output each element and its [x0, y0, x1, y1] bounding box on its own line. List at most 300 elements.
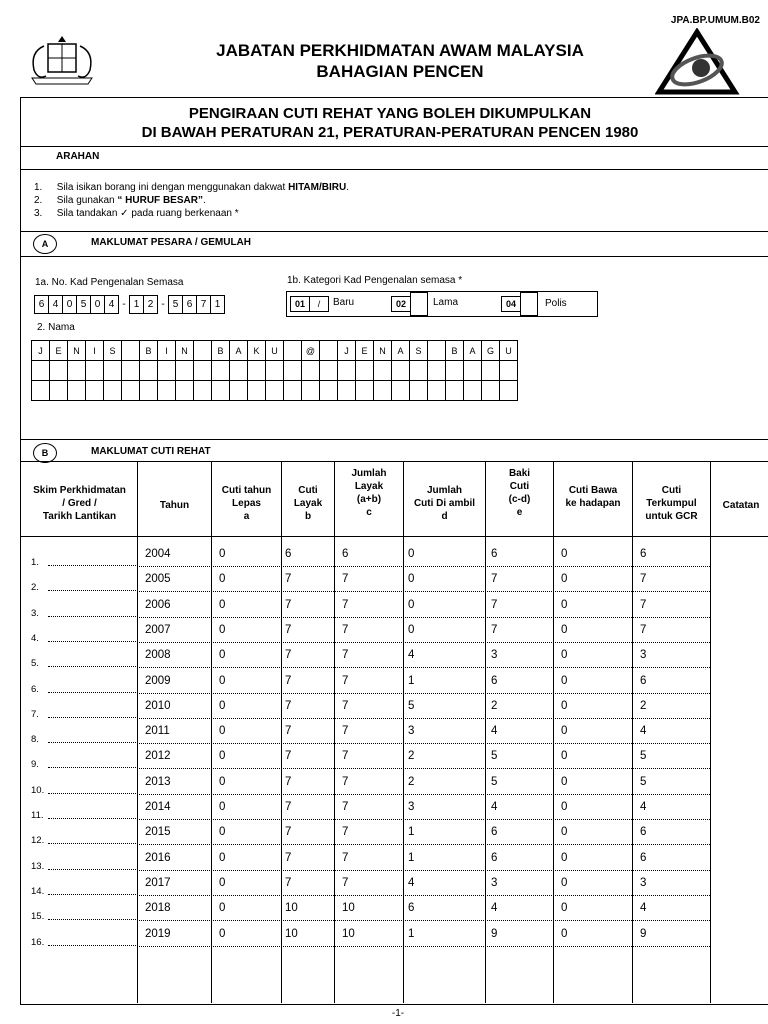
name-letter-cell[interactable] — [86, 361, 104, 381]
column-divider — [281, 461, 282, 1003]
row-separator — [137, 844, 710, 845]
cell-jumlah-layak[interactable]: 7 — [342, 826, 349, 839]
cell-jumlah-cuti-diambil[interactable]: 6 — [408, 902, 415, 915]
name-letter-cell[interactable] — [212, 381, 230, 401]
row-separator — [137, 566, 710, 567]
ic-digit-cell[interactable]: - — [161, 299, 165, 310]
divider — [20, 146, 768, 147]
name-letter-cell[interactable]: A — [392, 341, 410, 361]
row-separator — [137, 718, 710, 719]
cell-cuti-terkumpul[interactable]: 4 — [640, 902, 647, 915]
name-letter-cell[interactable] — [122, 341, 140, 361]
name-letter-cell[interactable]: S — [104, 341, 122, 361]
skim-entry-line[interactable] — [48, 843, 136, 844]
name-letter-cell[interactable] — [302, 381, 320, 401]
cell-jumlah-layak[interactable]: 7 — [342, 649, 349, 662]
name-letter-cell[interactable] — [158, 361, 176, 381]
cell-jumlah-layak[interactable]: 7 — [342, 775, 349, 788]
row-number: 1. — [31, 557, 39, 568]
name-letter-cell[interactable] — [464, 381, 482, 401]
cell-jumlah-layak[interactable]: 7 — [342, 699, 349, 712]
divider — [20, 461, 768, 462]
name-letter-cell[interactable] — [284, 381, 302, 401]
col-header-skim: Skim Perkhidmatan / Gred / Tarikh Lantikan — [33, 485, 126, 522]
ic-digit-cell[interactable]: 1 — [210, 295, 225, 314]
cell-jumlah-layak[interactable]: 7 — [342, 623, 349, 636]
name-label: 2. Nama — [37, 322, 75, 333]
name-letter-cell[interactable] — [464, 361, 482, 381]
name-letter-cell[interactable]: E — [356, 341, 374, 361]
cell-cuti-terkumpul[interactable]: 5 — [640, 750, 647, 763]
page-number: -1- — [391, 1008, 405, 1019]
section-b-marker: B — [33, 443, 57, 463]
name-letter-cell[interactable] — [392, 381, 410, 401]
cell-tahun[interactable]: 2005 — [145, 573, 171, 586]
cell-cuti-tahun-lepas[interactable]: 0 — [219, 876, 226, 889]
cell-cuti-tahun-lepas[interactable]: 0 — [219, 674, 226, 687]
cell-baki-cuti[interactable]: 3 — [491, 649, 498, 662]
cell-tahun[interactable]: 2011 — [145, 725, 170, 738]
ic-digit-cell[interactable]: 4 — [104, 295, 119, 314]
row-separator — [137, 895, 710, 896]
skim-entry-line[interactable] — [48, 894, 136, 895]
name-letter-cell[interactable]: N — [176, 341, 194, 361]
cell-cuti-layak[interactable]: 7 — [285, 826, 292, 839]
table-header-bottom — [20, 536, 768, 537]
cell-jumlah-cuti-diambil[interactable]: 0 — [408, 598, 415, 611]
cell-jumlah-cuti-diambil[interactable]: 1 — [408, 851, 415, 864]
row-separator — [137, 946, 710, 947]
cell-cuti-bawa[interactable]: 0 — [561, 801, 568, 813]
name-letter-cell[interactable] — [410, 361, 428, 381]
cell-jumlah-layak[interactable]: 7 — [342, 851, 349, 864]
cell-cuti-bawa[interactable]: 0 — [561, 649, 568, 662]
row-separator — [137, 693, 710, 694]
cell-cuti-terkumpul[interactable]: 6 — [640, 548, 647, 560]
ic-digit-cell[interactable]: 6 — [34, 295, 49, 314]
cell-cuti-terkumpul[interactable]: 9 — [640, 927, 647, 940]
cell-cuti-tahun-lepas[interactable]: 0 — [219, 548, 226, 560]
cell-tahun[interactable]: 2006 — [145, 598, 171, 611]
cell-jumlah-cuti-diambil[interactable]: 3 — [408, 725, 415, 738]
name-letter-cell[interactable] — [446, 381, 464, 401]
column-divider — [710, 461, 711, 1003]
column-divider — [211, 461, 212, 1003]
cell-jumlah-layak[interactable]: 6 — [342, 548, 349, 560]
cell-cuti-layak[interactable]: 7 — [285, 750, 292, 763]
name-letter-cell[interactable] — [284, 361, 302, 381]
agency-header — [130, 40, 670, 82]
category-checkbox-baru[interactable]: / — [309, 296, 329, 312]
cell-baki-cuti[interactable]: 7 — [491, 598, 498, 611]
cell-jumlah-layak[interactable]: 10 — [342, 902, 355, 915]
cell-tahun[interactable]: 2009 — [145, 674, 171, 687]
cell-cuti-tahun-lepas[interactable]: 0 — [219, 699, 226, 712]
cell-cuti-layak[interactable]: 7 — [285, 573, 292, 586]
name-letter-cell[interactable] — [428, 381, 446, 401]
ic-digit-cell[interactable]: 0 — [62, 295, 77, 314]
name-letter-cell[interactable] — [230, 361, 248, 381]
cell-jumlah-cuti-diambil[interactable]: 1 — [408, 927, 415, 940]
agency-name: JABATAN PERKHIDMATAN AWAM MALAYSIA — [216, 41, 584, 60]
cell-tahun[interactable]: 2012 — [145, 750, 171, 763]
cell-cuti-terkumpul[interactable]: 6 — [640, 674, 647, 687]
name-letter-cell[interactable] — [176, 381, 194, 401]
name-letter-cell[interactable] — [410, 381, 428, 401]
skim-entry-line[interactable] — [48, 641, 136, 642]
cell-cuti-tahun-lepas[interactable]: 0 — [219, 649, 226, 662]
cell-tahun[interactable]: 2015 — [145, 826, 171, 839]
category-label-polis: Polis — [545, 298, 567, 309]
arahan-item: 1. Sila isikan borang ini dengan menggunakan dakwat HITAM/BIRU. — [34, 182, 349, 193]
cell-baki-cuti[interactable]: 4 — [491, 801, 498, 813]
name-letter-cell[interactable]: N — [68, 341, 86, 361]
ic-digit-cell[interactable]: 2 — [143, 295, 158, 314]
row-number: 9. — [31, 759, 39, 771]
cell-cuti-terkumpul[interactable]: 3 — [640, 876, 647, 889]
ic-digit-cell[interactable]: 0 — [90, 295, 105, 314]
cell-jumlah-layak[interactable]: 7 — [342, 801, 349, 813]
name-letter-cell[interactable] — [194, 361, 212, 381]
cell-cuti-terkumpul[interactable]: 4 — [640, 801, 647, 813]
name-letter-cell[interactable] — [356, 361, 374, 381]
name-letter-cell[interactable]: A — [464, 341, 482, 361]
col-header-cuti-terkumpul: Cuti Terkumpul untuk GCR — [645, 485, 698, 522]
skim-entry-line[interactable] — [48, 590, 136, 591]
row-number: 13. — [31, 860, 45, 872]
ic-digit-cell[interactable]: 1 — [129, 295, 144, 314]
cell-cuti-layak[interactable]: 7 — [285, 775, 292, 788]
ic-category-label: 1b. Kategori Kad Pengenalan semasa * — [287, 275, 463, 286]
row-separator — [137, 642, 710, 643]
cell-cuti-bawa[interactable]: 0 — [561, 876, 568, 889]
name-letter-cell[interactable] — [140, 381, 158, 401]
cell-cuti-tahun-lepas[interactable]: 0 — [219, 801, 226, 813]
name-letter-cell[interactable]: E — [50, 341, 68, 361]
cell-cuti-bawa[interactable]: 0 — [561, 927, 568, 940]
row-number: 16. — [31, 936, 45, 948]
ic-digit-cell[interactable]: 6 — [182, 295, 197, 314]
name-letter-cell[interactable]: A — [230, 341, 248, 361]
cell-baki-cuti[interactable]: 4 — [491, 725, 498, 738]
cell-cuti-bawa[interactable]: 0 — [561, 548, 568, 560]
name-letter-cell[interactable] — [320, 341, 338, 361]
cell-jumlah-cuti-diambil[interactable]: 4 — [408, 649, 415, 662]
row-number: 15. — [31, 911, 45, 923]
skim-entry-line[interactable] — [48, 919, 136, 920]
col-header-baki-cuti: Baki Cuti (c-d) e — [508, 468, 531, 518]
cell-cuti-tahun-lepas[interactable]: 0 — [219, 598, 226, 611]
cell-cuti-layak[interactable]: 7 — [285, 801, 292, 813]
name-letter-cell[interactable]: I — [158, 341, 176, 361]
cell-cuti-terkumpul[interactable]: 2 — [640, 699, 647, 712]
form-title-line1: PENGIRAAN CUTI REHAT YANG BOLEH DIKUMPULKAN — [188, 105, 592, 122]
row-separator — [137, 743, 710, 744]
name-letter-cell[interactable] — [230, 381, 248, 401]
arahan-item: 3. Sila tandakan ✓ pada ruang berkenaan * — [34, 208, 239, 219]
cell-cuti-tahun-lepas[interactable]: 0 — [219, 927, 226, 940]
name-letter-cell[interactable] — [320, 381, 338, 401]
cell-jumlah-layak[interactable]: 7 — [342, 876, 349, 889]
column-divider — [334, 461, 335, 1003]
cell-cuti-bawa[interactable]: 0 — [561, 623, 568, 636]
col-header-cuti-tahun-lepas: Cuti tahun Lepas a — [221, 485, 272, 522]
row-separator — [137, 794, 710, 795]
category-label-lama: Lama — [433, 297, 459, 308]
cell-baki-cuti[interactable]: 6 — [491, 674, 498, 687]
cell-baki-cuti[interactable]: 5 — [491, 775, 498, 788]
cell-cuti-layak[interactable]: 6 — [285, 548, 292, 560]
skim-entry-line[interactable] — [48, 616, 136, 617]
cell-tahun[interactable]: 2008 — [145, 649, 171, 662]
name-letter-cell[interactable] — [122, 361, 140, 381]
name-field-grid[interactable] — [31, 340, 518, 401]
cell-cuti-tahun-lepas[interactable]: 0 — [219, 775, 226, 788]
cell-cuti-bawa[interactable]: 0 — [561, 826, 568, 839]
cell-cuti-terkumpul[interactable]: 5 — [640, 775, 647, 788]
division-name: BAHAGIAN PENCEN — [316, 62, 484, 81]
name-letter-cell[interactable]: J — [338, 341, 356, 361]
name-grid-row — [32, 341, 518, 361]
cell-baki-cuti[interactable]: 7 — [491, 623, 498, 636]
name-letter-cell[interactable] — [374, 381, 392, 401]
ic-digit-cell[interactable]: - — [122, 299, 126, 310]
cell-jumlah-layak[interactable]: 7 — [342, 598, 349, 611]
cell-tahun[interactable]: 2018 — [145, 902, 171, 915]
cell-cuti-layak[interactable]: 10 — [285, 927, 298, 940]
cell-jumlah-cuti-diambil[interactable]: 3 — [408, 801, 415, 813]
name-letter-cell[interactable] — [284, 341, 302, 361]
ic-digit-cell[interactable]: 5 — [76, 295, 91, 314]
cell-cuti-tahun-lepas[interactable]: 0 — [219, 750, 226, 763]
cell-tahun[interactable]: 2010 — [145, 699, 171, 712]
name-letter-cell[interactable] — [266, 381, 284, 401]
arahan-list — [34, 181, 349, 220]
cell-cuti-layak[interactable]: 10 — [285, 902, 298, 915]
cell-jumlah-cuti-diambil[interactable]: 1 — [408, 674, 415, 687]
name-letter-cell[interactable] — [50, 381, 68, 401]
cell-cuti-terkumpul[interactable]: 3 — [640, 649, 647, 662]
name-letter-cell[interactable] — [248, 361, 266, 381]
cell-tahun[interactable]: 2004 — [145, 548, 171, 560]
name-letter-cell[interactable]: S — [410, 341, 428, 361]
skim-entry-line[interactable] — [48, 869, 136, 870]
cell-jumlah-cuti-diambil[interactable]: 4 — [408, 876, 415, 889]
name-letter-cell[interactable] — [392, 361, 410, 381]
row-number: 10. — [31, 784, 45, 796]
skim-entry-line[interactable] — [48, 565, 136, 566]
row-separator — [137, 768, 710, 769]
name-letter-cell[interactable] — [32, 361, 50, 381]
category-label-baru: Baru — [333, 297, 355, 308]
cell-cuti-terkumpul[interactable]: 7 — [640, 623, 647, 636]
skim-entry-line[interactable] — [48, 767, 136, 768]
name-letter-cell[interactable] — [86, 381, 104, 401]
cell-baki-cuti[interactable]: 2 — [491, 699, 498, 712]
cell-baki-cuti[interactable]: 6 — [491, 826, 498, 839]
name-letter-cell[interactable]: G — [482, 341, 500, 361]
name-letter-cell[interactable] — [194, 341, 212, 361]
ic-digit-cell[interactable]: 5 — [168, 295, 183, 314]
column-divider — [403, 461, 404, 1003]
cell-tahun[interactable]: 2007 — [145, 623, 171, 636]
name-letter-cell[interactable]: K — [248, 341, 266, 361]
name-letter-cell[interactable] — [158, 381, 176, 401]
column-divider — [485, 461, 486, 1003]
name-letter-cell[interactable] — [338, 381, 356, 401]
cell-cuti-terkumpul[interactable]: 4 — [640, 725, 647, 738]
cell-cuti-tahun-lepas[interactable]: 0 — [219, 826, 226, 839]
name-letter-cell[interactable] — [68, 361, 86, 381]
cell-cuti-bawa[interactable]: 0 — [561, 775, 568, 788]
cell-jumlah-layak[interactable]: 7 — [342, 674, 349, 687]
name-letter-cell[interactable] — [248, 381, 266, 401]
cell-jumlah-cuti-diambil[interactable]: 1 — [408, 826, 415, 839]
cell-jumlah-cuti-diambil[interactable]: 2 — [408, 750, 415, 763]
cell-cuti-bawa[interactable]: 0 — [561, 750, 568, 763]
cell-jumlah-cuti-diambil[interactable]: 2 — [408, 775, 415, 788]
cell-cuti-tahun-lepas[interactable]: 0 — [219, 725, 226, 738]
ic-digit-cell[interactable]: 4 — [48, 295, 63, 314]
cell-baki-cuti[interactable]: 4 — [491, 902, 498, 915]
skim-entry-line[interactable] — [48, 945, 136, 946]
cell-cuti-layak[interactable]: 7 — [285, 725, 292, 738]
cell-cuti-bawa[interactable]: 0 — [561, 851, 568, 864]
cell-cuti-tahun-lepas[interactable]: 0 — [219, 851, 226, 864]
cell-cuti-layak[interactable]: 7 — [285, 699, 292, 712]
cell-baki-cuti[interactable]: 7 — [491, 573, 498, 586]
cell-tahun[interactable]: 2013 — [145, 775, 171, 788]
name-letter-cell[interactable] — [122, 381, 140, 401]
name-letter-cell[interactable] — [68, 381, 86, 401]
name-letter-cell[interactable]: B — [446, 341, 464, 361]
name-letter-cell[interactable]: U — [500, 341, 518, 361]
cell-cuti-layak[interactable]: 7 — [285, 851, 292, 864]
name-grid-row — [32, 381, 518, 401]
cell-jumlah-layak[interactable]: 10 — [342, 927, 355, 940]
column-divider — [553, 461, 554, 1003]
name-letter-cell[interactable] — [446, 361, 464, 381]
cell-cuti-terkumpul[interactable]: 7 — [640, 598, 647, 611]
col-header-jumlah-layak: Jumlah Layak (a+b) c — [351, 468, 387, 518]
name-letter-cell[interactable] — [176, 361, 194, 381]
cell-cuti-tahun-lepas[interactable]: 0 — [219, 573, 226, 586]
cell-jumlah-cuti-diambil[interactable]: 5 — [408, 699, 415, 712]
cell-cuti-terkumpul[interactable]: 6 — [640, 826, 647, 839]
skim-entry-line[interactable] — [48, 666, 136, 667]
cell-tahun[interactable]: 2019 — [145, 927, 171, 940]
name-letter-cell[interactable] — [104, 381, 122, 401]
name-letter-cell[interactable] — [104, 361, 122, 381]
cell-cuti-tahun-lepas[interactable]: 0 — [219, 902, 226, 915]
cell-cuti-layak[interactable]: 7 — [285, 649, 292, 662]
cell-jumlah-cuti-diambil[interactable]: 0 — [408, 573, 415, 586]
name-letter-cell[interactable] — [428, 361, 446, 381]
name-letter-cell[interactable] — [500, 381, 518, 401]
column-divider — [137, 461, 138, 1003]
skim-entry-line[interactable] — [48, 793, 136, 794]
cell-cuti-layak[interactable]: 7 — [285, 598, 292, 611]
name-letter-cell[interactable] — [428, 341, 446, 361]
cell-cuti-layak[interactable]: 7 — [285, 674, 292, 687]
name-letter-cell[interactable]: I — [86, 341, 104, 361]
name-letter-cell[interactable] — [266, 361, 284, 381]
cell-cuti-layak[interactable]: 7 — [285, 623, 292, 636]
cell-jumlah-cuti-diambil[interactable]: 0 — [408, 623, 415, 636]
ic-digit-cell[interactable]: 7 — [196, 295, 211, 314]
cell-jumlah-layak[interactable]: 7 — [342, 750, 349, 763]
name-letter-cell[interactable] — [482, 361, 500, 381]
cell-jumlah-cuti-diambil[interactable]: 0 — [408, 548, 415, 560]
cell-baki-cuti[interactable]: 6 — [491, 851, 498, 864]
cell-cuti-layak[interactable]: 7 — [285, 876, 292, 889]
cell-tahun[interactable]: 2016 — [145, 851, 171, 864]
divider — [20, 169, 768, 170]
row-separator — [137, 667, 710, 668]
cell-jumlah-layak[interactable]: 7 — [342, 725, 349, 738]
category-code-polis: 04 — [501, 296, 521, 312]
cell-cuti-bawa[interactable]: 0 — [561, 674, 568, 687]
cell-jumlah-layak[interactable]: 7 — [342, 573, 349, 586]
cell-tahun[interactable]: 2017 — [145, 876, 171, 889]
name-letter-cell[interactable] — [140, 361, 158, 381]
name-letter-cell[interactable] — [50, 361, 68, 381]
category-code-lama: 02 — [391, 296, 411, 312]
cell-cuti-bawa[interactable]: 0 — [561, 725, 568, 738]
name-letter-cell[interactable] — [500, 361, 518, 381]
name-letter-cell[interactable] — [482, 381, 500, 401]
name-letter-cell[interactable] — [302, 361, 320, 381]
name-letter-cell[interactable]: B — [140, 341, 158, 361]
name-letter-cell[interactable]: N — [374, 341, 392, 361]
name-letter-cell[interactable] — [356, 381, 374, 401]
cell-baki-cuti[interactable]: 6 — [491, 548, 498, 560]
section-a-heading: MAKLUMAT PESARA / GEMULAH — [91, 237, 251, 248]
name-letter-cell[interactable] — [32, 381, 50, 401]
skim-entry-line[interactable] — [48, 692, 136, 693]
skim-entry-line[interactable] — [48, 818, 136, 819]
row-number: 7. — [31, 708, 39, 720]
cell-cuti-tahun-lepas[interactable]: 0 — [219, 623, 226, 636]
col-header-cuti-layak: Cuti Layak b — [293, 485, 323, 522]
name-letter-cell[interactable]: @ — [302, 341, 320, 361]
category-checkbox-polis[interactable] — [520, 292, 538, 316]
ic-number-field[interactable] — [35, 295, 225, 314]
cell-cuti-bawa[interactable]: 0 — [561, 902, 568, 915]
name-letter-cell[interactable] — [374, 361, 392, 381]
category-checkbox-lama[interactable] — [410, 292, 428, 316]
cell-baki-cuti[interactable]: 5 — [491, 750, 498, 763]
row-separator — [137, 819, 710, 820]
name-letter-cell[interactable]: U — [266, 341, 284, 361]
name-letter-cell[interactable] — [320, 361, 338, 381]
cell-cuti-bawa[interactable]: 0 — [561, 573, 568, 586]
cell-cuti-bawa[interactable]: 0 — [561, 699, 568, 712]
skim-entry-line[interactable] — [48, 717, 136, 718]
name-letter-cell[interactable]: J — [32, 341, 50, 361]
name-letter-cell[interactable] — [212, 361, 230, 381]
cell-tahun[interactable]: 2014 — [145, 801, 171, 813]
cell-baki-cuti[interactable]: 3 — [491, 876, 498, 889]
cell-cuti-bawa[interactable]: 0 — [561, 598, 568, 611]
skim-entry-line[interactable] — [48, 742, 136, 743]
cell-baki-cuti[interactable]: 9 — [491, 927, 498, 940]
name-letter-cell[interactable]: B — [212, 341, 230, 361]
name-letter-cell[interactable] — [194, 381, 212, 401]
cell-cuti-terkumpul[interactable]: 7 — [640, 573, 647, 586]
name-letter-cell[interactable] — [338, 361, 356, 381]
cell-cuti-terkumpul[interactable]: 6 — [640, 851, 647, 864]
